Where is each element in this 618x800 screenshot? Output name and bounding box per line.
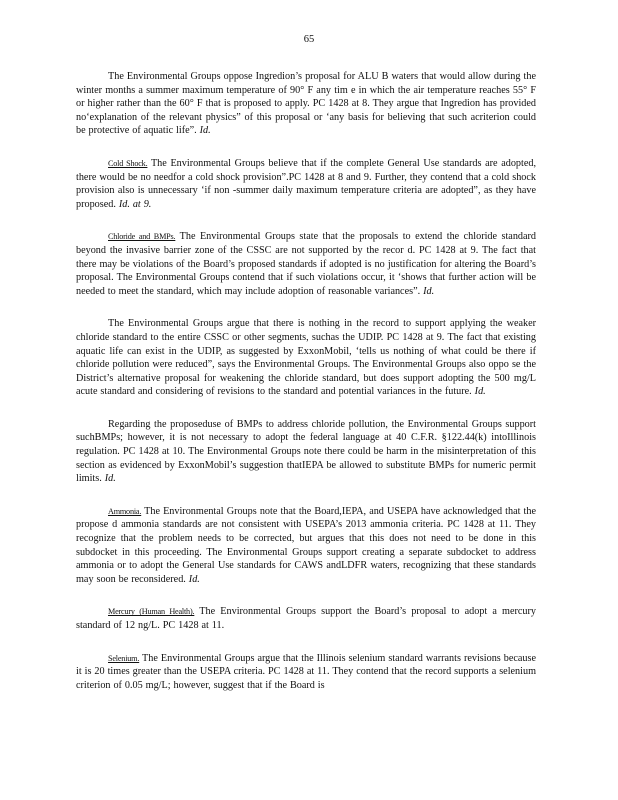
citation: Id. <box>188 573 200 585</box>
paragraph-mercury <box>76 605 536 632</box>
citation: Id. <box>423 285 435 297</box>
paragraph-selenium <box>76 652 536 693</box>
paragraph-bmps <box>76 418 536 486</box>
page-number: 65 <box>303 34 315 45</box>
section-heading: Chloride and BMPs. <box>108 232 176 242</box>
paragraph-chloride-bmps <box>76 230 536 298</box>
citation: Id. <box>104 473 116 485</box>
paragraph-text: The Environmental Groups argue that the Illinois selenium standard warrants revisions because it is 20 times greater than the USEPA criteria. PC 1428 at 11. They contend that the record supports a selenium criterion of 0.05 mg/L; however, suggest that if the Board is <box>76 652 537 691</box>
paragraph-text: The Environmental Groups believe that if the complete General Use standards are adopted, there would be no needfor a cold shock provision”.PC 1428 at 8 and 9. Further, they contend that a cold shock provision also is unnecessary ‘if non -summer daily maximum temperature criteria are adopted”, as they have proposed. <box>76 157 537 210</box>
paragraph-chloride-udip <box>76 317 536 399</box>
paragraph-ammonia <box>76 505 536 587</box>
paragraph-text: The Environmental Groups note that the Board,IEPA, and USEPA have acknowledged that the propose d ammonia standards are not consistent with USEPA’s 2013 ammonia criteria. PC 1428 at 11. They recognize that the problem needs to be corrected, but argues that this does not need to be done in this subdocket in this proceeding. The Environmental Groups support creating a separate subdocket to address ammonia or to adopt the General Use standards for CAWS andLDFR waters, recognizing that these standards may soon be reconsidered. <box>76 505 536 585</box>
section-heading: Mercury (Human Health). <box>108 607 195 617</box>
paragraph-temperature <box>76 70 536 138</box>
paragraph-text: Regarding the proposeduse of BMPs to address chloride pollution, the Environmental Groups support suchBMPs; however, it is not necessary to adopt the federal language at 40 C.F.R. §122.44(k) intoIllinois regulation. PC 1428 at 10. The Environmental Groups note there could be harm in the misinterpretation of this section as evidenced by ExxonMobil’s suggestion thatIEPA be allowed to substitute BMPs for numeric permit limits. <box>76 418 536 485</box>
paragraph-cold-shock <box>76 157 536 211</box>
citation: Id. <box>199 125 211 137</box>
document-body <box>76 70 536 711</box>
paragraph-text: The Environmental Groups argue that there is nothing in the record to support applying the weaker chloride standard to the entire CSSC or other segments, suchas the UDIP. PC 1428 at 9. The fact that existing aquatic life can exist in the UDIP, as suggested by ExxonMobil, ‘tells us nothing of what could be there if chloride pollution were reduced”, says the Environmental Groups. The Environmental Groups also oppo se the District’s alternative proposal for weakening the chloride standard, but does support adopting the 500 mg/L acute standard and considering of revisions to the standard and potential variances in the future. <box>76 318 536 398</box>
section-heading: Selenium. <box>108 653 140 663</box>
paragraph-text: The Environmental Groups state that the proposals to extend the chloride standard beyond the invasive barrier zone of the CSSC are not supported by the recor d. PC 1428 at 9. The fact that there may be violations of the Board’s proposed standards if adopted is no justification for altering the Board’s proposal. The Environmental Groups contend that if such violations occur, it ‘shows that further action will be needed to meet the standard, which may include adoption of reasonable variances”. <box>76 231 537 297</box>
section-heading: Cold Shock. <box>108 158 148 168</box>
citation: Id. <box>474 386 486 398</box>
section-heading: Ammonia. <box>108 506 142 516</box>
paragraph-text: The Environmental Groups oppose Ingredion’s proposal for ALU B waters that would allow during the winter months a summer maximum temperature of 90° F any tim e in which the air temperature reaches 55° F or higher rather than the 60° F that is proposed to apply. PC 1428 at 8. They argue that Ingredion has provided no‘explanation of the relevant physics” of this proposal or ‘any basis for believing that such acriterion could be protective of aquatic life”. <box>76 71 536 137</box>
citation: Id. at 9. <box>118 198 152 210</box>
paragraph-text: The Environmental Groups support the Board’s proposal to adopt a mercury standard of 12 ng/L. PC 1428 at 11. <box>76 606 536 631</box>
